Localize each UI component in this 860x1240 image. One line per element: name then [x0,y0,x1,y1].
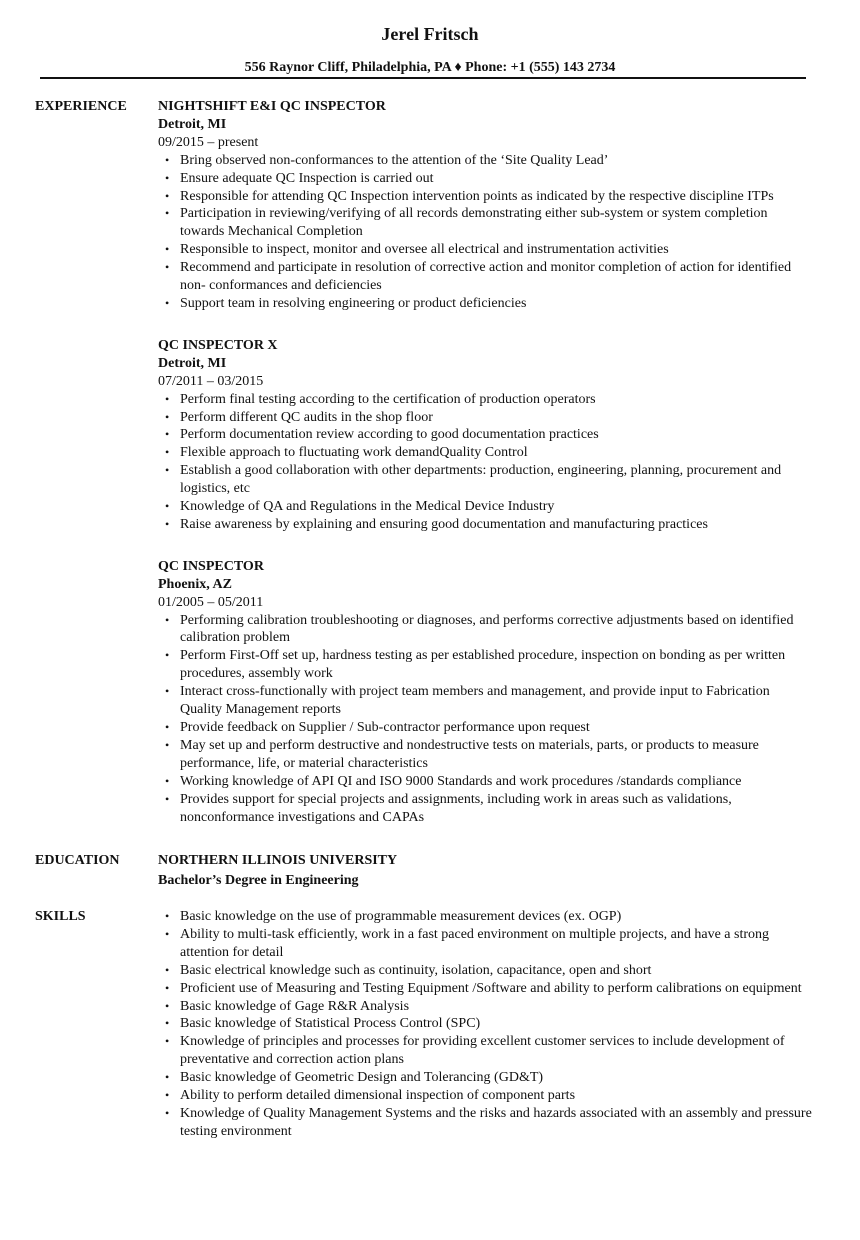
skill-item: • Basic electrical knowledge such as continuity, isolation, capacitance, open and short [180,962,815,980]
bullet-item: • Ensure adequate QC Inspection is carried out [180,170,815,188]
job-title: QC INSPECTOR X [158,337,278,353]
bullet-item: • May set up and perform destructive and nondestructive tests on materials, parts, or products to measure performance, life, or material characteristics [180,737,815,773]
job-location: Detroit, MI [158,355,227,371]
skills-section [35,908,815,1141]
job-dates: 09/2015 – present [158,134,259,150]
section-label: EDUCATION [35,853,120,868]
skill-item: • Proficient use of Measuring and Testing Equipment /Software and ability to perform calibrations on equipment [180,980,815,998]
skills-list [158,908,815,1141]
job-location: Phoenix, AZ [158,576,232,592]
bullet-item: • Responsible for attending QC Inspection intervention points as indicated by the respective discipline ITPs [180,188,815,206]
job-bullets [158,391,815,534]
bullet-item: • Establish a good collaboration with other departments: production, engineering, planning, procurement and logistics, etc [180,462,815,498]
bullet-item: • Interact cross-functionally with project team members and management, and provide input to Fabrication Quality Management reports [180,683,815,719]
skill-item: • Ability to perform detailed dimensional inspection of component parts [180,1087,815,1105]
bullet-item: • Performing calibration troubleshooting or diagnoses, and performs corrective adjustments based on identified calibration problem [180,612,815,648]
bullet-item: • Participation in reviewing/verifying of all records demonstrating either sub-system or system completion towards Mechanical Completion [180,205,815,241]
bullet-item: • Perform different QC audits in the shop floor [180,409,815,427]
bullet-item: • Raise awareness by explaining and ensuring good documentation and manufacturing practices [180,516,815,534]
section-label: EXPERIENCE [35,99,127,114]
skill-item: • Knowledge of Quality Management Systems and the risks and hazards associated with an assembly and pressure testing environment [180,1105,815,1141]
skill-item: • Basic knowledge on the use of programmable measurement devices (ex. OGP) [180,908,815,926]
candidate-name: Jerel Fritsch [381,24,479,44]
bullet-item: • Perform final testing according to the certification of production operators [180,391,815,409]
experience-section [35,98,815,850]
skill-item: • Basic knowledge of Statistical Process Control (SPC) [180,1015,815,1033]
header-divider [40,77,806,79]
skill-item: • Basic knowledge of Geometric Design and Tolerancing (GD&T) [180,1069,815,1087]
job-entry [158,558,815,827]
section-label: SKILLS [35,909,86,924]
job-title: NIGHTSHIFT E&I QC INSPECTOR [158,99,386,114]
bullet-item: • Knowledge of QA and Regulations in the Medical Device Industry [180,498,815,516]
education-section [35,852,815,890]
job-dates: 01/2005 – 05/2011 [158,594,264,610]
job-bullets [158,152,815,313]
bullet-item: • Support team in resolving engineering or product deficiencies [180,295,815,313]
job-title: QC INSPECTOR [158,558,264,574]
skill-item: • Knowledge of principles and processes for providing excellent customer services to include development of preventative and correction action plans [180,1033,815,1069]
contact-info: 556 Raynor Cliff, Philadelphia, PA ♦ Phone: +1 (555) 143 2734 [244,60,616,75]
job-entry [158,337,815,534]
degree: Bachelor’s Degree in Engineering [158,872,359,888]
skill-item: • Ability to multi-task efficiently, work in a fast paced environment on multiple projects, and have a strong attention for detail [180,926,815,962]
bullet-item: • Bring observed non-conformances to the attention of the ‘Site Quality Lead’ [180,152,815,170]
bullet-item: • Provides support for special projects and assignments, including work in areas such as validations, nonconformance investigations and CAPAs [180,791,815,827]
job-dates: 07/2011 – 03/2015 [158,373,264,389]
bullet-item: • Working knowledge of API QI and ISO 9000 Standards and work procedures /standards compliance [180,773,815,791]
skill-item: • Basic knowledge of Gage R&R Analysis [180,998,815,1016]
school-name: NORTHERN ILLINOIS UNIVERSITY [158,853,398,868]
job-bullets [158,612,815,827]
bullet-item: • Perform documentation review according to good documentation practices [180,426,815,444]
job-entry [158,98,815,313]
bullet-item: • Recommend and participate in resolution of corrective action and monitor completion of action for identified non- conformances and deficiencies [180,259,815,295]
bullet-item: • Responsible to inspect, monitor and oversee all electrical and instrumentation activities [180,241,815,259]
bullet-item: • Flexible approach to fluctuating work demandQuality Control [180,444,815,462]
job-location: Detroit, MI [158,116,227,132]
bullet-item: • Perform First-Off set up, hardness testing as per established procedure, inspection on bonding as per written procedures, assembly work [180,647,815,683]
bullet-item: • Provide feedback on Supplier / Sub-contractor performance upon request [180,719,815,737]
